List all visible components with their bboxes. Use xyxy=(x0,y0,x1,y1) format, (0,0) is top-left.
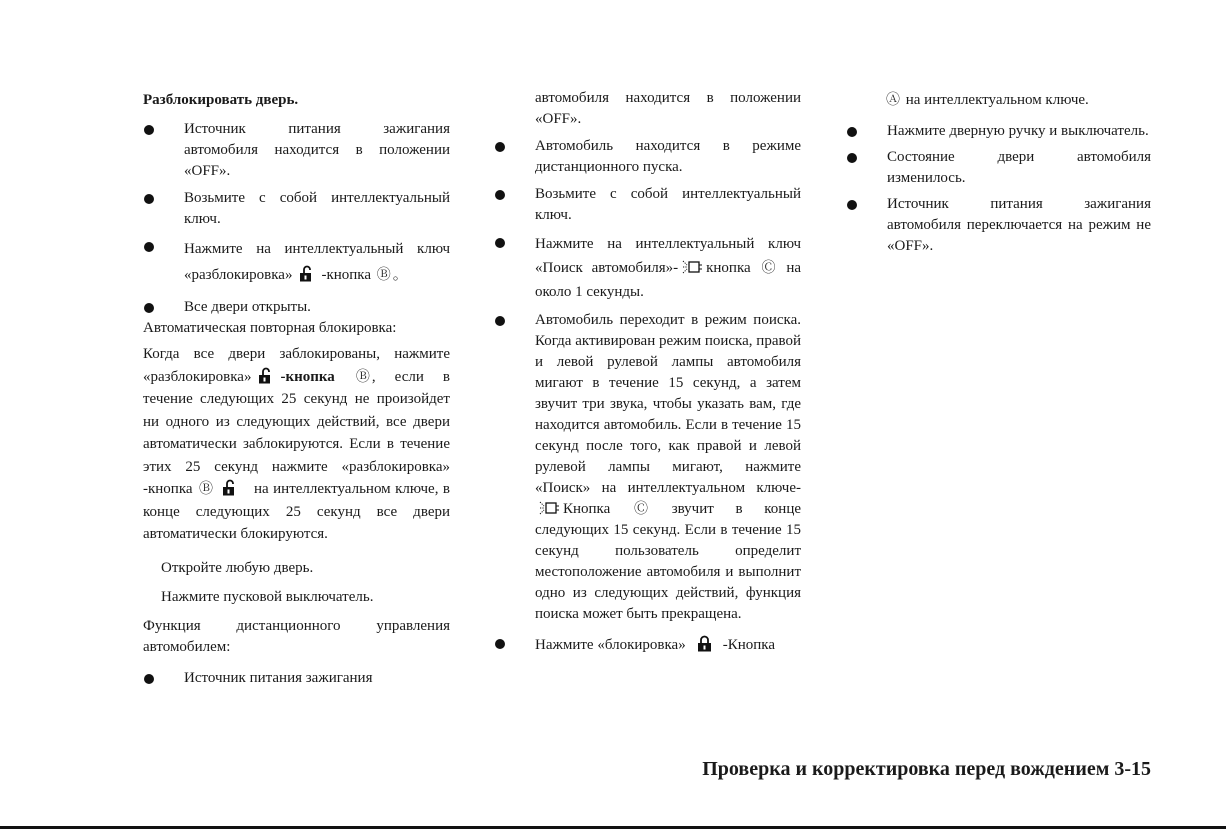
list-item xyxy=(494,310,801,625)
press-start-condition: Нажмите пусковой выключатель. xyxy=(161,588,374,605)
button-b-marker: Ⓑ xyxy=(355,368,370,385)
auto-relock-paragraph xyxy=(143,343,450,546)
list-item: Источник питания зажигания xyxy=(143,668,450,689)
list-item: Возьмите с собой интеллектуальный ключ. xyxy=(143,188,450,230)
list-item: Все двери открыты. xyxy=(143,297,450,318)
list-item xyxy=(143,236,450,288)
continuation-text: автомобиля находится в положении «OFF». xyxy=(535,90,801,127)
list-item: Состояние двери автомобиля изменилось. xyxy=(846,147,1151,189)
open-door-condition: Откройте любую дверь. xyxy=(161,559,314,576)
relock-text-4: на интеллектуальном ключе, в конце следующих 25 секунд все двери автоматически блокируются. xyxy=(143,481,450,542)
press-lock-text-2: -Кнопка xyxy=(722,637,775,653)
unlock-key-icon xyxy=(257,367,274,384)
relock-text-1: Когда все двери заблокированы, нажмите «разблокировка» xyxy=(143,346,450,385)
press-search-text-3: на около 1 секунды. xyxy=(535,260,802,300)
press-unlock-text: Нажмите на интеллектуальный ключ «разблокировка» xyxy=(184,241,450,283)
column-middle xyxy=(494,88,801,657)
unlock-key-icon xyxy=(221,479,238,496)
list-item: Нажмите дверную ручку и выключатель. xyxy=(846,121,1151,142)
column-right xyxy=(846,88,1151,257)
continuation-text-body: на интеллектуальном ключе. xyxy=(905,92,1089,108)
unlock-key-icon xyxy=(298,265,315,282)
button-c-marker: Ⓒ xyxy=(633,501,648,517)
button-c-marker: Ⓒ xyxy=(761,260,776,276)
car-search-icon xyxy=(538,499,560,517)
remote-control-label: Функция дистанционного управления автомобилем: xyxy=(143,617,450,655)
button-b-marker: Ⓑ xyxy=(376,267,391,283)
press-lock-text-1: Нажмите «блокировка» xyxy=(535,637,686,653)
continuation-text xyxy=(846,90,1151,111)
relock-text-3: , если в течение следующих 25 секунд не произойдет ни одного из следующих действий, все двери автоматически заблокируются. Если в течение этих 25 секунд нажмите «разблокировка» -кнопка xyxy=(143,368,450,497)
list-item: Автомобиль находится в режиме дистанционного пуска. xyxy=(494,136,801,178)
list-item: Источник питания зажигания автомобиля находится в положении «OFF». xyxy=(143,119,450,182)
press-search-text-1: Нажмите на интеллектуальный ключ «Поиск автомобиля»- xyxy=(535,236,801,276)
search-mode-text-1: Автомобиль переходит в режим поиска. Когда активирован режим поиска, правой и левой рулевой лампы автомобиля мигают в течение 15 секунд, а затем звучит три звука, чтобы указать вам, где находится автомобиль. Если в течение 15 секунд после того, как правой и левой рулевой лампы мигают, нажмите «Поиск» на интеллектуальном ключе- xyxy=(535,312,801,496)
list-item: Возьмите с собой интеллектуальный ключ. xyxy=(494,184,801,226)
column-left xyxy=(143,88,450,689)
press-search-text-2: кнопка xyxy=(706,260,751,276)
press-unlock-suffix: -кнопка xyxy=(321,267,372,283)
list-item xyxy=(494,633,801,657)
relock-text-2: -кнопка xyxy=(280,368,335,385)
search-mode-text-3: звучит в конце следующих 15 секунд. Если в течение 15 секунд пользователь определит местоположение автомобиля и выполнит одно из следующих действий, функция поиска может быть прекращена. xyxy=(535,501,802,622)
list-item: Источник питания зажигания автомобиля переключается на режим не «OFF». xyxy=(846,194,1151,257)
auto-relock-label: Автоматическая повторная блокировка: xyxy=(143,320,397,336)
button-b-marker: Ⓑ xyxy=(199,481,214,497)
unlock-door-heading: Разблокировать дверь. xyxy=(143,92,299,108)
search-mode-text-2: Кнопка xyxy=(563,501,611,517)
page-footer-title: Проверка и корректировка перед вождением 3-15 xyxy=(702,758,1151,780)
car-search-icon xyxy=(681,258,703,276)
lock-key-icon xyxy=(696,635,713,652)
press-unlock-end: 。 xyxy=(392,267,408,283)
list-item xyxy=(494,232,801,304)
button-a-marker: Ⓐ xyxy=(886,92,900,108)
